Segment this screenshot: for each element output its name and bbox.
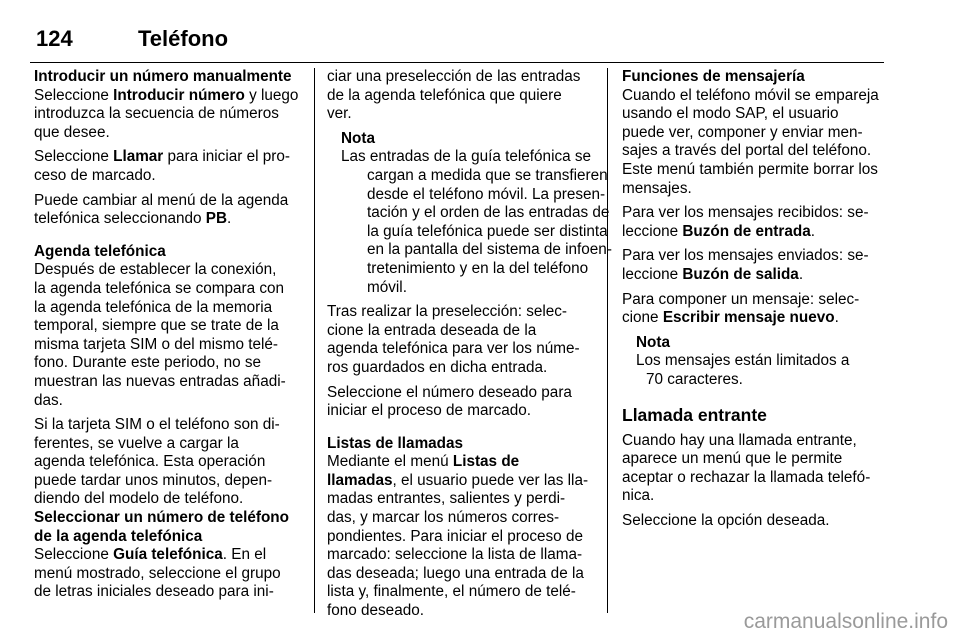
heading-select-number-cont: de la agenda telefónica <box>34 527 203 545</box>
text-line: fono. Durante este periodo, no se <box>34 354 262 372</box>
menu-term: Buzón de salida <box>682 265 799 283</box>
column-divider-1 <box>314 68 315 613</box>
menu-term: PB <box>205 210 228 228</box>
text-line: pondientes. Para iniciar el proceso de <box>327 527 583 545</box>
page-number: 124 <box>36 26 73 51</box>
column-divider-2 <box>607 68 608 613</box>
text-line: ferentes, se vuelve a cargar la <box>34 434 239 452</box>
text-line: Seleccione la opción deseada. <box>622 511 830 529</box>
text-line: ros guardados en dicha entrada. <box>327 358 548 376</box>
text-line: das deseada; luego una entrada de la <box>327 564 584 582</box>
menu-term: Guía telefónica <box>113 546 223 564</box>
heading-call-lists: Listas de llamadas <box>327 434 464 452</box>
text-line: das, y marcar los números corres- <box>327 509 560 527</box>
text-line: Si la tarjeta SIM o el teléfono son di- <box>34 416 280 434</box>
text-line: menú mostrado, seleccione el grupo <box>34 564 281 582</box>
text-line: de letras iniciales deseado para ini- <box>34 583 274 601</box>
text-line: telefónica seleccionando PB. <box>34 210 232 228</box>
column-3 <box>622 68 890 530</box>
text-line: sajes a través del portal del teléfono. <box>622 142 872 160</box>
text-line: Seleccione Introducir número y luego <box>34 86 299 104</box>
text-line: marcado: seleccione la lista de llama- <box>327 546 583 564</box>
text-line: Cuando hay una llamada entrante, <box>622 431 857 449</box>
text-line: das. <box>34 391 63 409</box>
text-line: Este menú también permite borrar los <box>622 160 878 178</box>
heading-incoming-call: Llamada entrante <box>622 404 767 425</box>
watermark: carmanualsonline.info <box>743 610 948 633</box>
text-line: Seleccione el número deseado para <box>327 383 572 401</box>
text-line: Tras realizar la preselección: selec- <box>327 303 568 321</box>
note-box <box>622 334 890 390</box>
text-line: muestran las nuevas entradas añadi- <box>34 372 286 390</box>
text-line: Cuando el teléfono móvil se empareja <box>622 86 879 104</box>
note-line: tación y el orden de las entradas de <box>367 204 610 222</box>
column-1 <box>34 68 302 602</box>
heading-messaging: Funciones de mensajería <box>622 68 805 85</box>
text-line: la agenda telefónica de la memoria <box>34 298 273 316</box>
note-box <box>327 129 612 297</box>
text-line: aparece un menú que le permite <box>622 450 843 468</box>
text-line: fono deseado. <box>327 602 424 620</box>
text-line: leccione Buzón de salida. <box>622 265 804 283</box>
text-line: lista y, finalmente, el número de telé- <box>327 583 576 601</box>
text-line: mensajes. <box>622 179 692 197</box>
text-line: ciar una preselección de las entradas <box>327 68 581 85</box>
text-line: cione Escribir mensaje nuevo. <box>622 309 839 327</box>
text-line: madas entrantes, salientes y perdi- <box>327 490 566 508</box>
note-label: Nota <box>341 129 375 147</box>
text-line: Para ver los mensajes enviados: se- <box>622 247 869 265</box>
text-line: puede ver, componer y enviar men- <box>622 123 863 141</box>
text-line: agenda telefónica. Esta operación <box>34 453 266 471</box>
text-line: Mediante el menú Listas de <box>327 453 520 471</box>
header-rule <box>30 62 884 63</box>
text-line: ceso de marcado. <box>34 166 156 184</box>
text-line: leccione Buzón de entrada. <box>622 222 815 240</box>
heading-phonebook: Agenda telefónica <box>34 242 166 260</box>
menu-term: Listas de <box>452 453 520 471</box>
text-line: aceptar o rechazar la llamada telefó- <box>622 468 871 486</box>
text-line: iniciar el proceso de marcado. <box>327 402 532 420</box>
menu-term: Escribir mensaje nuevo <box>662 309 835 327</box>
note-label: Nota <box>636 333 670 351</box>
menu-term: llamadas <box>327 471 393 489</box>
note-line: 70 caracteres. <box>646 370 743 388</box>
text-line: Seleccione Guía telefónica. En el <box>34 546 267 564</box>
text-line: que desee. <box>34 123 110 141</box>
text-line: Puede cambiar al menú de la agenda <box>34 191 289 209</box>
page-title: Teléfono <box>138 26 229 51</box>
text-line: cione la entrada deseada de la <box>327 321 537 339</box>
text-line: nica. <box>622 487 655 505</box>
text-line: Para ver los mensajes recibidos: se- <box>622 204 869 222</box>
note-line: desde el teléfono móvil. La presen- <box>367 185 606 203</box>
text-line: usando el modo SAP, el usuario <box>622 105 839 123</box>
heading-manual-number: Introducir un número manualmente <box>34 68 292 85</box>
text-line: puede tardar unos minutos, depen- <box>34 471 273 489</box>
text-line: misma tarjeta SIM o del mismo telé- <box>34 335 278 353</box>
note-line: móvil. <box>367 278 407 296</box>
page-header <box>30 18 930 52</box>
text-line: agenda telefónica para ver los núme- <box>327 340 580 358</box>
text-line: de la agenda telefónica que quiere <box>327 86 562 104</box>
menu-term: Introducir número <box>113 86 245 104</box>
note-line: tretenimiento y en la del teléfono <box>367 259 589 277</box>
text-line: diendo del modelo de teléfono. <box>34 490 244 508</box>
text-line: ver. <box>327 105 352 123</box>
note-line: en la pantalla del sistema de infoen- <box>367 241 612 259</box>
note-line: cargan a medida que se transfieren <box>367 166 608 184</box>
text-line: Después de establecer la conexión, <box>34 261 277 279</box>
note-line: Los mensajes están limitados a <box>636 352 850 370</box>
heading-select-number: Seleccionar un número de teléfono <box>34 509 289 527</box>
column-2 <box>327 68 612 621</box>
menu-term: Buzón de entrada <box>682 222 811 240</box>
text-line: Seleccione Llamar para iniciar el pro- <box>34 148 290 166</box>
note-line: Las entradas de la guía telefónica se <box>341 148 592 166</box>
text-line: la agenda telefónica se compara con <box>34 279 285 297</box>
text-line: llamadas, el usuario puede ver las lla- <box>327 471 589 489</box>
text-line: temporal, siempre que se trate de la <box>34 317 279 335</box>
text-line: introduzca la secuencia de números <box>34 105 279 123</box>
note-line: la guía telefónica puede ser distinta <box>367 222 608 240</box>
menu-term: Llamar <box>113 148 164 166</box>
text-line: Para componer un mensaje: selec- <box>622 290 860 308</box>
